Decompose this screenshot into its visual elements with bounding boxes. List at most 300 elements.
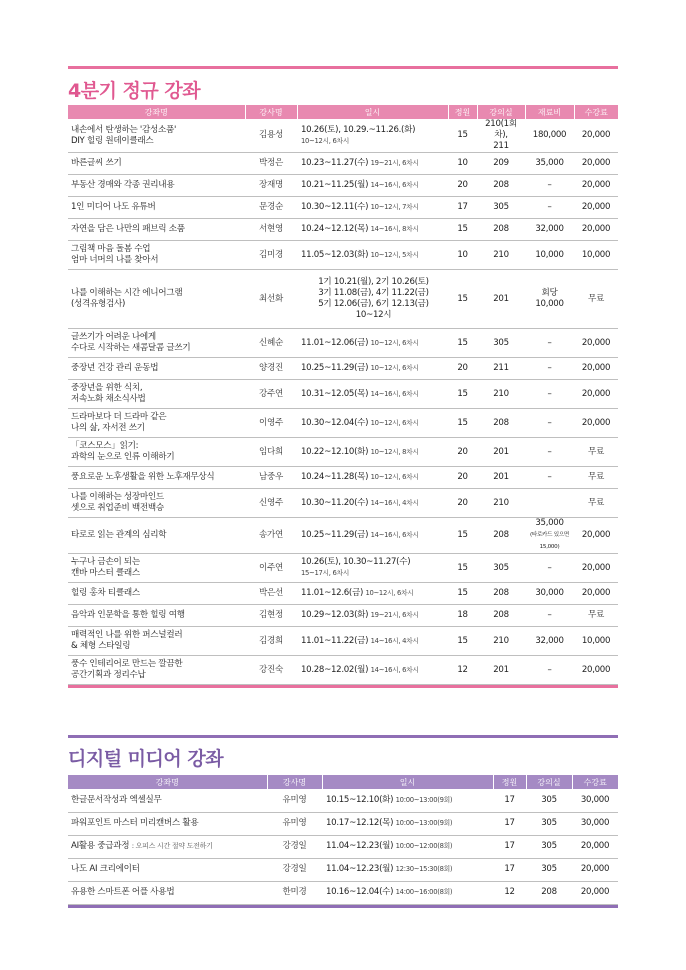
- instructor-cell: 김용성: [245, 119, 297, 153]
- instructor-cell: 문경순: [245, 197, 297, 219]
- instructor-cell: 남중우: [245, 467, 297, 489]
- course-name: 그림책 마음 돌봄 수업: [71, 244, 151, 254]
- course-name-cell: [68, 219, 245, 241]
- course-name: 바른글씨 쓰기: [71, 158, 122, 168]
- course-name: AI활용 중급과정: [71, 841, 130, 851]
- material-cost-cell: –: [525, 656, 574, 685]
- course-name: & 체형 스타일링: [71, 641, 131, 651]
- instructor-cell: 김현정: [245, 605, 297, 627]
- capacity-cell: 10: [448, 241, 477, 270]
- instructor-cell: 임다희: [245, 438, 297, 467]
- course-name-cell: [68, 554, 245, 583]
- schedule-time: 14~16시, 4차시: [370, 636, 419, 645]
- room-cell: 208: [526, 881, 572, 904]
- schedule-date: 11.05~12.03(화): [301, 249, 369, 260]
- schedule-date: 10.26(토), 10.30~11.27(수): [301, 557, 411, 567]
- room-cell: [477, 153, 525, 175]
- room-number: 211: [493, 363, 509, 373]
- room-cell: [477, 438, 525, 467]
- room-number: 201: [493, 664, 509, 675]
- room-cell: [477, 518, 525, 554]
- schedule-date: 11.01~12.06(금): [301, 337, 369, 348]
- course-name: 파워포인트 마스터 미리캔버스 활용: [71, 818, 199, 828]
- room-number: 208: [493, 180, 509, 190]
- schedule-date: 10.23~11.27(수): [301, 158, 369, 168]
- section-top-bar: [68, 735, 618, 738]
- schedule-time: 14~16시, 6차시: [370, 665, 419, 674]
- material-cost-cell: [525, 270, 574, 329]
- schedule-time: 14~16시, 8차시: [370, 225, 419, 233]
- schedule-date: 10.25~11.29(금): [301, 363, 369, 373]
- table-row: [68, 881, 618, 904]
- schedule-cell: [297, 554, 448, 583]
- fee-cell: 20,000: [574, 380, 618, 409]
- course-name-cell: [68, 627, 245, 656]
- instructor-cell: 강경일: [267, 835, 322, 858]
- column-header: 강사명: [267, 775, 322, 789]
- course-name-cell: [68, 656, 245, 685]
- table-row: [68, 409, 618, 438]
- column-header: 일시: [297, 105, 448, 119]
- schedule-time: 10:00~12:00(8회): [395, 842, 453, 850]
- course-name: 중장년 건강 관리 운동법: [71, 363, 159, 373]
- schedule-time: 10~12시, 5차시: [370, 250, 419, 259]
- course-name: 글쓰기가 어려운 나에게: [71, 332, 156, 342]
- schedule-cell: [297, 467, 448, 489]
- schedule-cell: [322, 881, 493, 904]
- schedule-date: 10.24~12.12(목): [301, 224, 369, 234]
- course-name: 나도 AI 크리에이터: [71, 864, 140, 874]
- fee-cell: 30,000: [572, 789, 618, 812]
- room-cell: [477, 627, 525, 656]
- material-cost-cell: 32,000: [525, 219, 574, 241]
- capacity-cell: 17: [493, 789, 526, 812]
- table-row: [68, 119, 618, 153]
- fee-cell: 20,000: [574, 583, 618, 605]
- fee-cell: 20,000: [574, 554, 618, 583]
- schedule-time: 10~12시, 6차시: [370, 338, 419, 347]
- course-name: 「코스모스」읽기:: [71, 441, 139, 451]
- instructor-cell: 최선화: [245, 270, 297, 329]
- material-cost-cell: –: [525, 554, 574, 583]
- schedule-cell: [297, 656, 448, 685]
- course-name-cell: [68, 467, 245, 489]
- column-header: 정원: [448, 105, 477, 119]
- schedule-time: 10~12시, 6차시: [370, 364, 419, 372]
- room-cell: [477, 119, 525, 153]
- fee-cell: 20,000: [574, 358, 618, 380]
- table-header-row: [68, 105, 618, 119]
- room-cell: [477, 329, 525, 358]
- course-name: 부동산 경매와 각종 권리내용: [71, 180, 175, 190]
- capacity-cell: 20: [448, 467, 477, 489]
- schedule-time: 10~12시, 6차시: [301, 136, 350, 145]
- instructor-cell: 박은선: [245, 583, 297, 605]
- schedule-cell: [322, 789, 493, 812]
- table-row: [68, 627, 618, 656]
- capacity-cell: 15: [448, 409, 477, 438]
- room-number: 305: [493, 202, 509, 212]
- room-number: 208: [493, 417, 509, 428]
- column-header: 강의실: [526, 775, 572, 789]
- course-name: 힐링 홍차 티클래스: [71, 588, 140, 598]
- column-header: 강의실: [477, 105, 525, 119]
- schedule-cell: [297, 175, 448, 197]
- course-name: 매력적인 나를 위한 퍼스널컬러: [71, 630, 183, 640]
- course-name-cell: [68, 380, 245, 409]
- column-header: 수강료: [572, 775, 618, 789]
- room-number: 201: [493, 293, 509, 304]
- fee-cell: 20,000: [572, 835, 618, 858]
- course-name-cell: [68, 197, 245, 219]
- schedule-date: 10.24~11.28(목): [301, 472, 369, 482]
- instructor-cell: 유미영: [267, 789, 322, 812]
- schedule-cell: [297, 409, 448, 438]
- material-cost-cell: –: [525, 605, 574, 627]
- course-name: 중장년을 위한 식치,: [71, 383, 143, 393]
- material-cost-cell: 30,000: [525, 583, 574, 605]
- schedule-time: 10:00~13:00(9회): [395, 819, 453, 827]
- schedule-time: 14~16시, 6차시: [370, 389, 419, 398]
- schedule-date: 1기 10.21(월), 2기 10.26(토): [318, 277, 429, 287]
- material-cost-cell: [525, 489, 574, 518]
- schedule-date: 10.31~12.05(목): [301, 388, 369, 399]
- digital-course-table: [68, 775, 618, 905]
- room-number: 211: [493, 141, 509, 151]
- schedule-time: 14~16시, 6차시: [370, 531, 419, 539]
- course-name-cell: [68, 241, 245, 270]
- fee-cell: 10,000: [574, 241, 618, 270]
- course-name-cell: [68, 358, 245, 380]
- course-name-cell: [68, 789, 267, 812]
- table-row: [68, 241, 618, 270]
- schedule-time: 10~12시, 6차시: [365, 589, 414, 597]
- fee-cell: 무료: [574, 467, 618, 489]
- schedule-cell: [297, 518, 448, 554]
- room-cell: [477, 358, 525, 380]
- material-cost-cell: –: [525, 329, 574, 358]
- room-cell: [477, 554, 525, 583]
- fee-cell: 20,000: [574, 329, 618, 358]
- material-note: (타로카드 있으면: [529, 532, 570, 538]
- material-cost: 회당: [541, 288, 558, 298]
- room-cell: 305: [526, 789, 572, 812]
- fee-cell: 20,000: [574, 656, 618, 685]
- room-cell: [477, 605, 525, 627]
- schedule-date: 10.29~12.03(화): [301, 610, 369, 620]
- schedule-time: 14~16시, 6차시: [370, 181, 419, 189]
- room-cell: [477, 197, 525, 219]
- capacity-cell: 10: [448, 153, 477, 175]
- course-name-cell: [68, 119, 245, 153]
- schedule-cell: [322, 858, 493, 881]
- schedule-date: 11.01~11.22(금): [301, 635, 369, 646]
- schedule-time: 10~12시, 8차시: [370, 447, 419, 456]
- room-number: 208: [493, 610, 509, 620]
- material-cost-cell: 10,000: [525, 241, 574, 270]
- capacity-cell: 15: [448, 219, 477, 241]
- course-name: 1인 미디어 나도 유튜버: [71, 202, 156, 212]
- regular-course-section: [68, 66, 618, 688]
- schedule-time: 10~12시, 6차시: [370, 418, 419, 427]
- room-cell: 305: [526, 835, 572, 858]
- course-name: 수다로 시작하는 새콤달콤 글쓰기: [71, 343, 191, 353]
- room-number: 208: [493, 224, 509, 234]
- capacity-cell: 12: [493, 881, 526, 904]
- schedule-cell: [297, 270, 448, 329]
- schedule-cell: [297, 153, 448, 175]
- course-name: DIY 힐링 원데이클래스: [71, 135, 154, 146]
- schedule-cell: [297, 583, 448, 605]
- fee-cell: 무료: [574, 438, 618, 467]
- table-row: [68, 835, 618, 858]
- fee-cell: 20,000: [574, 409, 618, 438]
- section-title: 4분기 정규 강좌: [68, 80, 201, 102]
- material-cost-cell: –: [525, 358, 574, 380]
- course-name-cell: [68, 812, 267, 835]
- fee-cell: 20,000: [574, 197, 618, 219]
- schedule-cell: [297, 197, 448, 219]
- table-row: [68, 270, 618, 329]
- instructor-cell: 강경일: [267, 858, 322, 881]
- material-cost-cell: [525, 518, 574, 554]
- section-top-bar: [68, 66, 618, 69]
- table-row: [68, 858, 618, 881]
- schedule-date: 10.17~12.12(목): [326, 818, 394, 828]
- table-row: [68, 789, 618, 812]
- course-name: 나를 이해하는 시간 에니어그램: [71, 288, 183, 298]
- schedule-time: 10:00~13:00(9회): [395, 795, 453, 804]
- schedule-time: 10~12시, 7차시: [370, 203, 419, 211]
- course-name: 엄마 너머의 나를 찾아서: [71, 255, 159, 265]
- room-cell: [477, 175, 525, 197]
- schedule-time: 12:30~15:30(8회): [395, 865, 453, 873]
- table-row: [68, 467, 618, 489]
- table-header-row: [68, 775, 618, 789]
- column-header: 강좌명: [155, 777, 179, 787]
- schedule-date: 10.30~12.11(수): [301, 202, 369, 212]
- schedule-cell: [297, 438, 448, 467]
- room-cell: [477, 583, 525, 605]
- capacity-cell: 17: [493, 812, 526, 835]
- schedule-date: 11.01~12.6(금): [301, 588, 364, 598]
- instructor-cell: 강주연: [245, 380, 297, 409]
- capacity-cell: 12: [448, 656, 477, 685]
- section-bottom-bar: [68, 685, 618, 688]
- room-number: 305: [493, 562, 509, 573]
- fee-cell: 20,000: [574, 219, 618, 241]
- capacity-cell: 20: [448, 358, 477, 380]
- course-name-cell: [68, 489, 245, 518]
- course-name: 공간기획과 정리수납: [71, 670, 146, 680]
- table-row: [68, 197, 618, 219]
- material-cost-cell: –: [525, 409, 574, 438]
- room-number: 208: [493, 530, 509, 540]
- schedule-cell: [297, 605, 448, 627]
- material-cost: 35,000: [535, 518, 564, 528]
- course-name-cell: [68, 583, 245, 605]
- material-cost-cell: –: [525, 467, 574, 489]
- schedule-time: 19~21시, 6차시: [370, 611, 419, 619]
- room-number: 210: [493, 497, 509, 508]
- schedule-date: 5기 12.06(금), 6기 12.13(금): [318, 299, 429, 309]
- table-row: [68, 380, 618, 409]
- room-cell: [477, 380, 525, 409]
- room-cell: 305: [526, 812, 572, 835]
- course-name-cell: [68, 270, 245, 329]
- course-name-cell: [68, 175, 245, 197]
- course-name: 저속노화 채소식사법: [71, 394, 146, 404]
- capacity-cell: 15: [448, 380, 477, 409]
- capacity-cell: 15: [448, 554, 477, 583]
- room-number: 201: [493, 472, 509, 482]
- course-name: 풍요로운 노후생활을 위한 노후재무상식: [71, 472, 215, 482]
- fee-cell: 20,000: [572, 858, 618, 881]
- room-number: 210: [493, 388, 509, 399]
- regular-course-table: [68, 105, 618, 685]
- course-name-cell: [68, 153, 245, 175]
- table-row: [68, 153, 618, 175]
- column-header: 정원: [493, 775, 526, 789]
- instructor-cell: 이주연: [245, 554, 297, 583]
- table-row: [68, 812, 618, 835]
- schedule-time: 14:00~16:00(8회): [395, 888, 453, 896]
- schedule-date: 10.22~12.10(화): [301, 446, 369, 457]
- room-cell: [477, 241, 525, 270]
- table-row: [68, 656, 618, 685]
- schedule-time: 15~17시, 6차시: [301, 569, 350, 577]
- capacity-cell: 15: [448, 627, 477, 656]
- schedule-date: 11.04~12.23(월): [326, 841, 394, 851]
- section-title: 디지털 미디어 강좌: [68, 748, 224, 770]
- table-row: [68, 583, 618, 605]
- schedule-cell: [297, 380, 448, 409]
- capacity-cell: 15: [448, 270, 477, 329]
- column-header: 재료비: [525, 105, 574, 119]
- room-number: 201: [493, 446, 509, 457]
- table-row: [68, 358, 618, 380]
- schedule-date: 10.25~11.29(금): [301, 530, 369, 540]
- room-number: 210: [493, 635, 509, 646]
- fee-cell: 10,000: [574, 627, 618, 656]
- course-name-cell: [68, 438, 245, 467]
- column-header: 일시: [322, 775, 493, 789]
- column-header: 수강료: [574, 105, 618, 119]
- schedule-date: 10.30~12.04(수): [301, 417, 369, 428]
- table-row: [68, 554, 618, 583]
- fee-cell: 20,000: [574, 175, 618, 197]
- course-name: 풍수 인테리어로 만드는 깔끔한: [71, 659, 183, 669]
- capacity-cell: 17: [493, 835, 526, 858]
- schedule-cell: [322, 812, 493, 835]
- schedule-date: 10.16~12.04(수): [326, 887, 394, 897]
- course-name: 타로로 읽는 관계의 심리학: [71, 530, 167, 540]
- material-cost-cell: 180,000: [525, 119, 574, 153]
- fee-cell: 20,000: [572, 881, 618, 904]
- instructor-cell: 서현영: [245, 219, 297, 241]
- capacity-cell: 20: [448, 175, 477, 197]
- column-header: 강사명: [245, 105, 297, 119]
- instructor-cell: 송가연: [245, 518, 297, 554]
- room-number: 208: [493, 588, 509, 598]
- schedule-time: 10~12시, 6차시: [370, 473, 419, 481]
- room-cell: 305: [526, 858, 572, 881]
- table-row: [68, 605, 618, 627]
- instructor-cell: 박정은: [245, 153, 297, 175]
- course-name-cell: [68, 518, 245, 554]
- room-cell: [477, 270, 525, 329]
- schedule-date: 3기 11.08(금), 4기 11.22(금): [318, 288, 429, 298]
- material-cost-cell: –: [525, 175, 574, 197]
- course-name: 셋으로 취업준비 백전백승: [71, 503, 164, 513]
- schedule-date: 10~12시: [355, 310, 392, 320]
- room-number: 209: [493, 158, 509, 168]
- room-number: 305: [493, 337, 509, 348]
- capacity-cell: 15: [448, 329, 477, 358]
- capacity-cell: 20: [448, 489, 477, 518]
- instructor-cell: 김미경: [245, 241, 297, 270]
- schedule-time: 14~16시, 4차시: [370, 498, 419, 507]
- schedule-cell: [297, 329, 448, 358]
- course-name-cell: [68, 409, 245, 438]
- schedule-cell: [297, 241, 448, 270]
- instructor-cell: 양경진: [245, 358, 297, 380]
- material-cost-cell: 32,000: [525, 627, 574, 656]
- table-row: [68, 329, 618, 358]
- course-name: 캔바 마스터 클래스: [71, 568, 140, 578]
- table-row: [68, 219, 618, 241]
- course-name: 자연을 담은 나만의 패브릭 소품: [71, 224, 185, 234]
- schedule-cell: [297, 119, 448, 153]
- course-name: 나의 삶, 자서전 쓰기: [71, 423, 145, 433]
- schedule-time: 19~21시, 6차시: [370, 159, 419, 167]
- instructor-cell: 이영주: [245, 409, 297, 438]
- instructor-cell: 장재명: [245, 175, 297, 197]
- fee-cell: 20,000: [574, 119, 618, 153]
- course-name: 유용한 스마트폰 어플 사용법: [71, 887, 175, 897]
- material-cost: 10,000: [535, 299, 564, 309]
- schedule-date: 11.04~12.23(월): [326, 864, 394, 874]
- course-name-cell: [68, 881, 267, 904]
- course-name-cell: [68, 329, 245, 358]
- material-cost-cell: –: [525, 197, 574, 219]
- schedule-date: 10.30~11.20(수): [301, 497, 369, 508]
- capacity-cell: 17: [493, 858, 526, 881]
- capacity-cell: 15: [448, 583, 477, 605]
- capacity-cell: 20: [448, 438, 477, 467]
- room-number: 210: [493, 249, 509, 260]
- instructor-cell: 유미영: [267, 812, 322, 835]
- capacity-cell: 15: [448, 518, 477, 554]
- course-name-sub: : 오피스 시간 절약 도전하기: [131, 842, 213, 850]
- table-row: [68, 518, 618, 554]
- table-row: [68, 175, 618, 197]
- schedule-cell: [297, 219, 448, 241]
- material-cost-cell: –: [525, 438, 574, 467]
- course-name: 음악과 인문학을 통한 힐링 여행: [71, 610, 185, 620]
- course-name-cell: [68, 835, 267, 858]
- room-cell: [477, 489, 525, 518]
- fee-cell: 30,000: [572, 812, 618, 835]
- fee-cell: 무료: [574, 270, 618, 329]
- course-name: 내손에서 탄생하는 '감성소품': [71, 124, 177, 135]
- material-cost-cell: 35,000: [525, 153, 574, 175]
- table-row: [68, 489, 618, 518]
- course-name: 과학의 눈으로 인류 이해하기: [71, 452, 175, 462]
- digital-course-section: [68, 735, 618, 908]
- course-name: 나를 이해하는 성장마인드: [71, 492, 164, 502]
- room-cell: [477, 467, 525, 489]
